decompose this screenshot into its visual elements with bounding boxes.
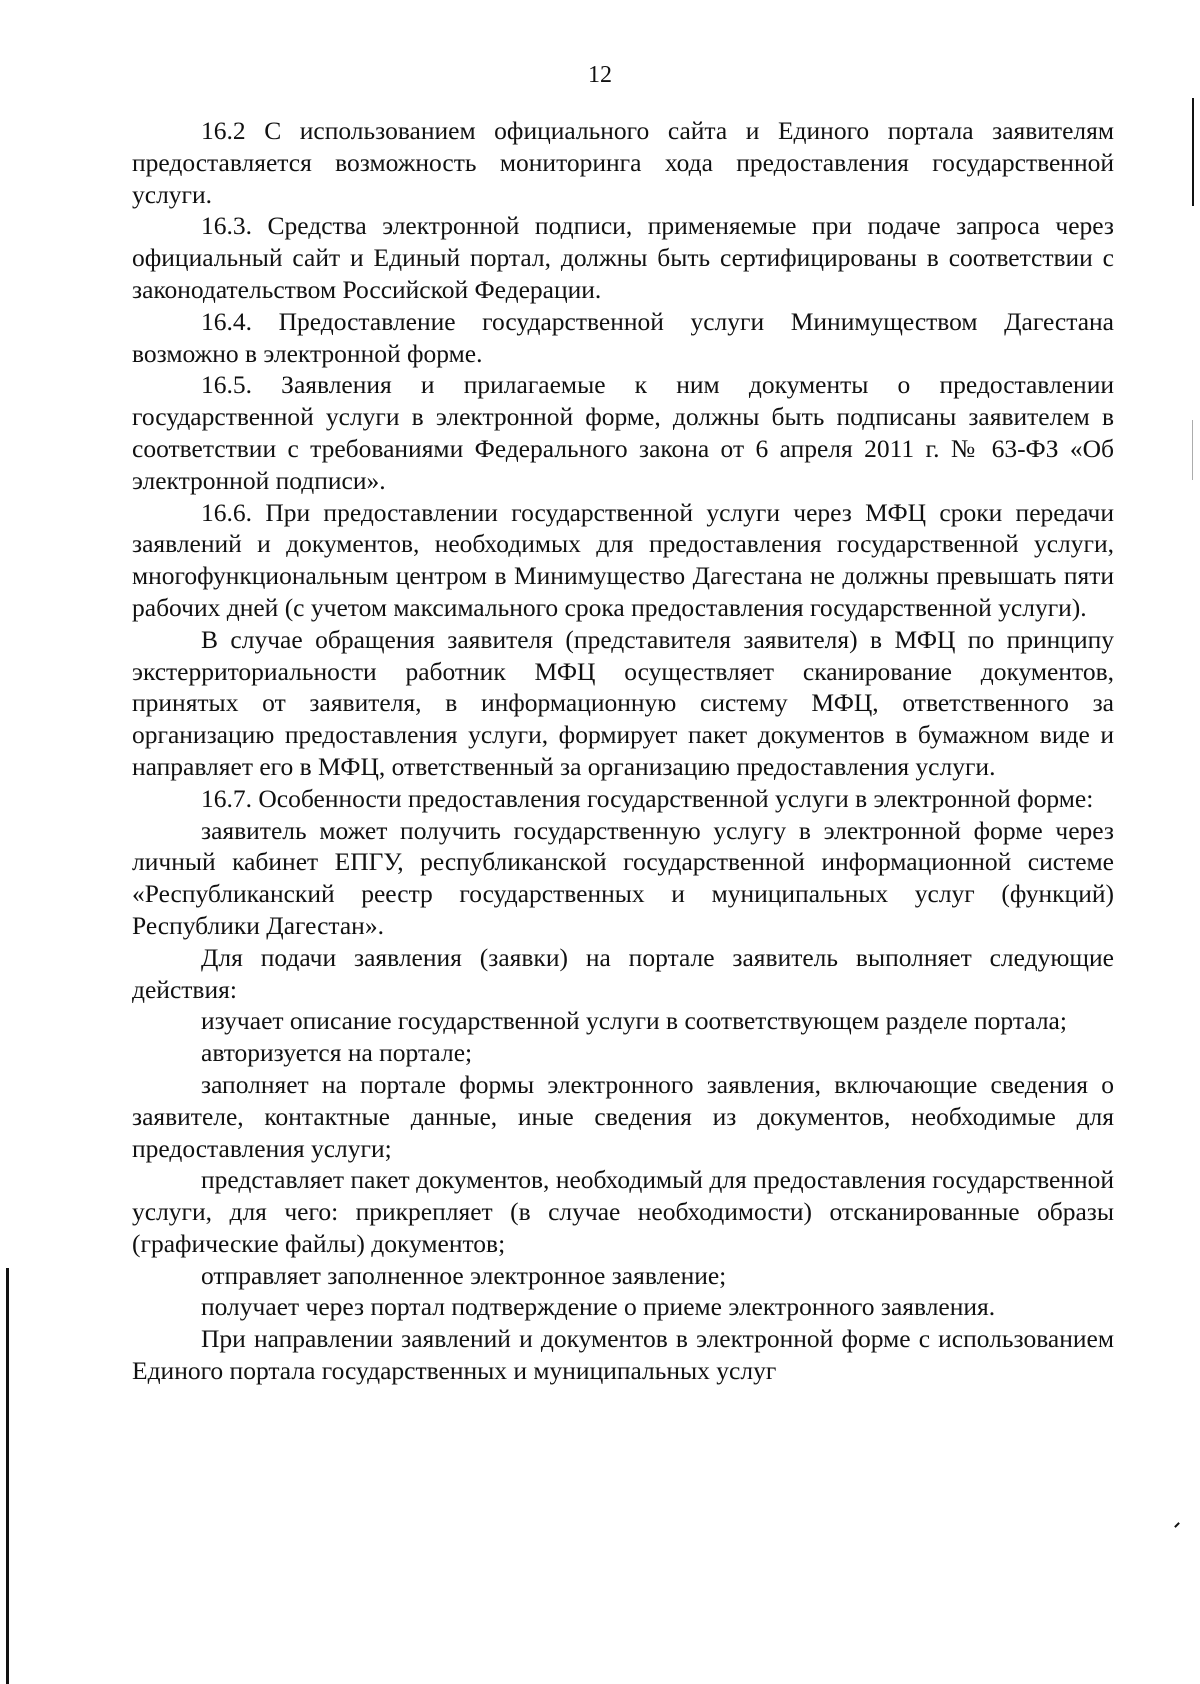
paragraph-16-7: 16.7. Особенности предоставления государственной услуги в электронной форме: — [201, 783, 1094, 813]
paragraph-step-confirmation: получает через портал подтверждение о приеме электронного заявления. — [201, 1292, 996, 1322]
page-number: 12 — [588, 62, 612, 88]
paragraph-16-3: 16.3. Средства электронной подписи, применяемые при подаче запроса через официальный сайт и Единый портал, должны быть сертифицированы в соответствии с законодательством Российской Федерации. — [132, 211, 1114, 304]
paragraph-electronic-submission: При направлении заявлений и документов в электронной форме с использованием Единого портала государственных и муниципальных услуг — [132, 1324, 1114, 1386]
paragraph-actions-intro: Для подачи заявления (заявки) на портале заявитель выполняет следующие действия: — [132, 942, 1114, 1004]
document-body — [132, 115, 1114, 1387]
paragraph-step-fill-form: заполняет на портале формы электронного заявления, включающие сведения о заявителе, контактные данные, иные сведения из документов, необходимые для предоставления услуги; — [132, 1069, 1114, 1163]
paragraph-step-submit-package: представляет пакет документов, необходимый для предоставления государственной услуги, для чего: прикрепляет (в случае необходимости) отсканированные образы (графические файлы) документов; — [132, 1165, 1114, 1258]
paragraph-step-send: отправляет заполненное электронное заявление; — [201, 1260, 727, 1290]
paragraph-16-6: 16.6. При предоставлении государственной услуги через МФЦ сроки передачи заявлений и документов, необходимых для предоставления государственной услуги, многофункциональным центром в Минимущество Дагестана не должны превышать пяти рабочих дней (с учетом максимального срока предоставления государственной услуги). — [132, 497, 1114, 622]
scan-tick-mark — [1174, 1522, 1180, 1528]
scan-edge-mark-left — [6, 1268, 9, 1684]
paragraph-step-authorize: авторизуется на портале; — [201, 1038, 473, 1068]
scan-edge-mark-right-top — [1192, 98, 1194, 206]
paragraph-16-2: 16.2 С использованием официального сайта и Единого портала заявителям предоставляется возможность мониторинга хода предоставления государственной услуги. — [132, 116, 1114, 209]
paragraph-16-5: 16.5. Заявления и прилагаемые к ним документы о предоставлении государственной услуги в электронной форме, должны быть подписаны заявителем в соответствии с требованиями Федерального закона от 6 апреля 2011 г. № 63-ФЗ «Об электронной подписи». — [132, 370, 1114, 495]
paragraph-16-4: 16.4. Предоставление государственной услуги Минимуществом Дагестана возможно в электронной форме. — [132, 306, 1114, 368]
scan-edge-mark-right-mid — [1192, 420, 1193, 480]
paragraph-extraterritorial: В случае обращения заявителя (представителя заявителя) в МФЦ по принципу экстерриториальности работник МФЦ осуществляет сканирование документов, принятых от заявителя, в информационную систему МФЦ, ответственного за организацию предоставления услуги, формирует пакет документов в бумажном виде и направляет его в МФЦ, ответственный за организацию предоставления услуги. — [132, 624, 1114, 781]
paragraph-step-study: изучает описание государственной услуги в соответствующем разделе портала; — [201, 1006, 1067, 1036]
paragraph-personal-cabinet: заявитель может получить государственную услугу в электронной форме через личный кабинет ЕПГУ, республиканской государственной информационной системе «Республиканский реестр государственных и муниципальных услуг (функций) Республики Дагестан». — [132, 815, 1114, 940]
